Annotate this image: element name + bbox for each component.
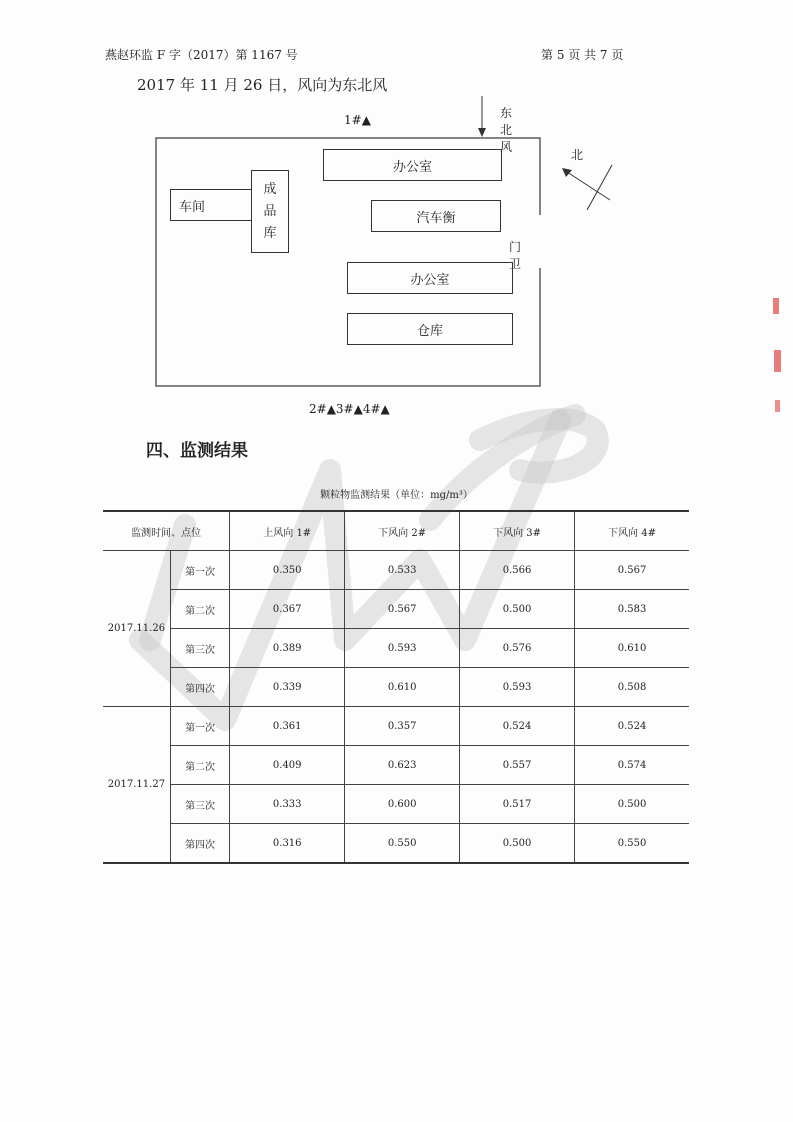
table-row [103,629,689,668]
time-cell: 第四次 [170,668,229,707]
header-cell-up1: 上风向 1# [230,511,345,551]
workshop-label: 车间 [179,199,206,215]
header-cell-down3: 下风向 3# [460,511,575,551]
value-cell: 0.550 [345,824,460,864]
value-cell: 0.533 [345,551,460,590]
time-cell: 第一次 [170,551,229,590]
value-cell: 0.623 [345,746,460,785]
finished-warehouse-char-1: 成 [263,181,277,197]
value-cell: 0.574 [575,746,689,785]
table-row [103,551,689,590]
value-cell: 0.333 [230,785,345,824]
value-cell: 0.550 [575,824,689,864]
table-row [103,668,689,707]
value-cell: 0.566 [460,551,575,590]
value-cell: 0.576 [460,629,575,668]
office-top-label: 办公室 [392,159,432,175]
finished-warehouse-char-3: 库 [263,225,277,241]
value-cell: 0.600 [345,785,460,824]
time-cell: 第一次 [170,707,229,746]
table-caption: 颗粒物监测结果（单位：mg/m³） [320,490,473,501]
table-row [103,590,689,629]
time-cell: 第二次 [170,746,229,785]
value-cell: 0.500 [460,590,575,629]
workshop-box [170,189,252,221]
table-header-row [103,511,689,551]
value-cell: 0.500 [575,785,689,824]
value-cell: 0.339 [230,668,345,707]
finished-warehouse-box [251,170,289,253]
value-cell: 0.567 [345,590,460,629]
value-cell: 0.357 [345,707,460,746]
date-wind-line: 2017 年 11 月 26 日，风向为东北风 [137,76,388,94]
car-scale-label: 汽车衡 [416,210,456,226]
table-row [103,824,689,864]
time-cell: 第二次 [170,590,229,629]
time-cell: 第三次 [170,629,229,668]
gate-label: 门卫 [509,240,522,271]
table-row [103,785,689,824]
warehouse-box [347,313,513,345]
time-cell: 第四次 [170,824,229,864]
value-cell: 0.350 [230,551,345,590]
date-cell: 2017.11.27 [103,707,170,864]
north-label: 北 [571,148,584,162]
value-cell: 0.361 [230,707,345,746]
value-cell: 0.508 [575,668,689,707]
value-cell: 0.409 [230,746,345,785]
header-cell-down4: 下风向 4# [575,511,689,551]
page-info: 第 5 页 共 7 页 [541,48,624,62]
value-cell: 0.557 [460,746,575,785]
value-cell: 0.583 [575,590,689,629]
time-cell: 第三次 [170,785,229,824]
value-cell: 0.593 [460,668,575,707]
value-cell: 0.567 [575,551,689,590]
section-title: 四、监测结果 [146,441,248,461]
office-mid-label: 办公室 [410,272,450,288]
value-cell: 0.610 [345,668,460,707]
value-cell: 0.517 [460,785,575,824]
table-row [103,707,689,746]
doc-number: 燕赵环监 F 字（2017）第 1167 号 [105,48,298,62]
value-cell: 0.500 [460,824,575,864]
value-cell: 0.593 [345,629,460,668]
value-cell: 0.389 [230,629,345,668]
office-mid-box [347,262,513,294]
car-scale-box [371,200,501,232]
wind-label: 东北风 [500,106,513,154]
date-cell: 2017.11.26 [103,551,170,707]
table-row [103,746,689,785]
value-cell: 0.316 [230,824,345,864]
wind-arrow-head [478,128,486,137]
north-arrow-head [562,168,572,177]
north-arrow [564,170,610,200]
value-cell: 0.367 [230,590,345,629]
value-cell: 0.610 [575,629,689,668]
office-top-box [323,149,502,181]
value-cell: 0.524 [460,707,575,746]
finished-warehouse-char-2: 品 [263,203,277,219]
points-2-3-4-markers: 2#▲3#▲4#▲ [309,402,390,416]
header-cell-down2: 下风向 2# [345,511,460,551]
header-cell-point: 监测时间、点位 [103,511,230,551]
warehouse-label: 仓库 [416,323,443,339]
seal-fragment [770,290,784,440]
point-1-marker: 1#▲ [344,113,371,127]
results-table [103,510,689,864]
value-cell: 0.524 [575,707,689,746]
